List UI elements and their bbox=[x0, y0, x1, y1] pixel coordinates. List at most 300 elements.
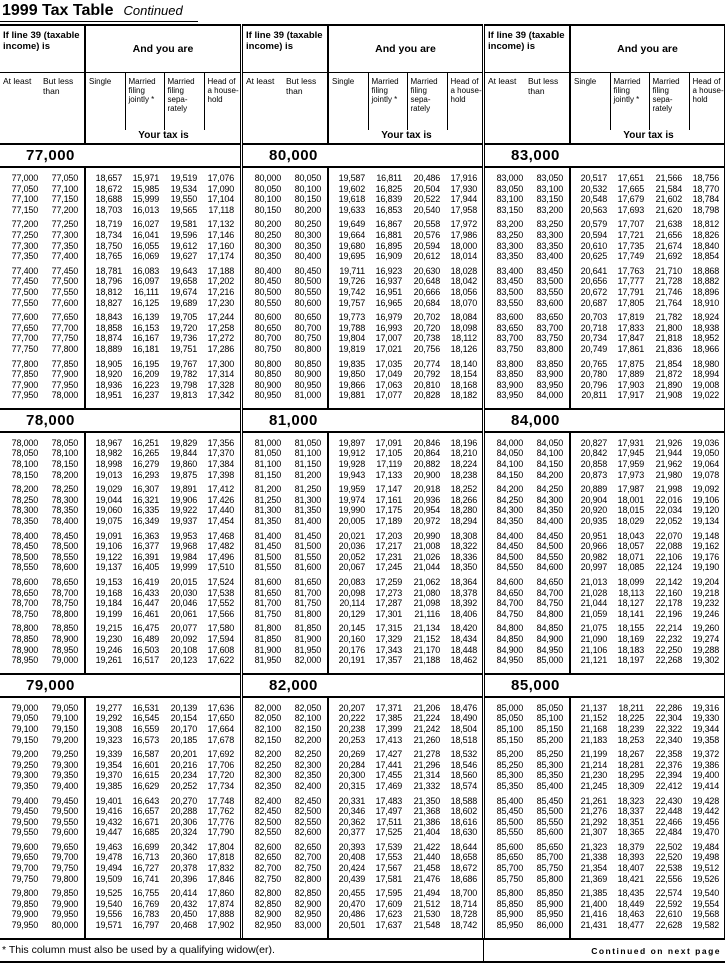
married-separate-tax: 21,098 bbox=[413, 598, 440, 609]
married-joint-tax: 17,105 bbox=[375, 448, 402, 459]
married-joint-tax: 17,413 bbox=[375, 734, 402, 745]
but-less-than: 81,050 bbox=[294, 437, 321, 448]
at-least: 82,850 bbox=[254, 898, 281, 909]
single-tax: 20,532 bbox=[580, 183, 607, 194]
table-row bbox=[243, 241, 482, 252]
table-row bbox=[0, 287, 240, 298]
married-joint-tax: 16,895 bbox=[375, 240, 402, 251]
but-less-than: 78,950 bbox=[51, 644, 78, 655]
but-less-than: 82,450 bbox=[294, 795, 321, 806]
married-joint-tax: 16,559 bbox=[132, 723, 159, 734]
but-less-than: 83,850 bbox=[536, 358, 563, 369]
married-joint-tax: 16,923 bbox=[375, 265, 402, 276]
married-separate-tax: 21,458 bbox=[413, 863, 440, 874]
head-household-tax: 19,568 bbox=[692, 909, 719, 920]
panel-sections bbox=[0, 143, 240, 938]
single-tax: 21,183 bbox=[580, 734, 607, 745]
married-separate-tax: 19,519 bbox=[170, 173, 197, 183]
married-separate-tax: 22,412 bbox=[655, 780, 682, 791]
head-household-tax: 17,650 bbox=[207, 713, 234, 724]
but-less-than: 78,450 bbox=[51, 530, 78, 541]
but-less-than: 79,950 bbox=[51, 909, 78, 920]
but-less-than: 84,050 bbox=[536, 437, 563, 448]
but-less-than: 83,500 bbox=[536, 276, 563, 287]
married-joint-tax: 18,099 bbox=[617, 577, 644, 587]
but-less-than: 81,450 bbox=[294, 530, 321, 541]
married-separate-tax: 20,378 bbox=[170, 863, 197, 874]
married-joint-tax: 18,239 bbox=[617, 723, 644, 734]
married-separate-tax: 21,674 bbox=[655, 240, 682, 251]
filing-status-header: Head of a house- hold bbox=[447, 73, 485, 130]
head-household-tax: 18,070 bbox=[450, 297, 477, 308]
at-least: 78,550 bbox=[11, 562, 38, 573]
head-household-tax: 18,126 bbox=[450, 343, 477, 354]
but-less-than: 79,900 bbox=[51, 898, 78, 909]
at-least: 78,750 bbox=[11, 608, 38, 619]
at-least: 85,050 bbox=[496, 713, 523, 724]
head-household-tax: 17,104 bbox=[207, 194, 234, 205]
tax-table-panel bbox=[0, 24, 241, 938]
at-least: 77,050 bbox=[11, 183, 38, 194]
at-least: 77,700 bbox=[11, 333, 38, 344]
but-less-than: 81,550 bbox=[294, 551, 321, 562]
single-tax: 19,726 bbox=[338, 276, 365, 287]
married-joint-tax: 17,539 bbox=[375, 841, 402, 852]
single-tax: 19,013 bbox=[95, 469, 122, 480]
married-separate-tax: 21,746 bbox=[655, 286, 682, 297]
but-less-than: 80,850 bbox=[294, 358, 321, 369]
but-less-than: 79,650 bbox=[51, 841, 78, 852]
but-less-than: 82,500 bbox=[294, 806, 321, 817]
but-less-than: 80,600 bbox=[294, 297, 321, 308]
married-separate-tax: 20,170 bbox=[170, 723, 197, 734]
table-row bbox=[243, 598, 482, 609]
head-household-tax: 18,028 bbox=[450, 265, 477, 276]
married-joint-tax: 16,909 bbox=[375, 251, 402, 262]
table-row bbox=[243, 645, 482, 656]
married-separate-tax: 22,358 bbox=[655, 749, 682, 760]
head-household-tax: 17,692 bbox=[207, 749, 234, 760]
single-tax: 20,579 bbox=[580, 219, 607, 230]
single-tax: 20,362 bbox=[338, 816, 365, 827]
table-row bbox=[243, 276, 482, 287]
but-less-than: 79,350 bbox=[51, 770, 78, 781]
married-joint-tax: 16,797 bbox=[132, 920, 159, 931]
head-household-tax: 18,224 bbox=[450, 459, 477, 470]
head-household-tax: 19,456 bbox=[692, 816, 719, 827]
married-separate-tax: 21,872 bbox=[655, 369, 682, 380]
panel-sections bbox=[485, 143, 724, 938]
at-least: 80,950 bbox=[254, 390, 281, 401]
married-separate-tax: 21,044 bbox=[413, 562, 440, 573]
single-tax: 20,005 bbox=[338, 516, 365, 527]
table-row bbox=[0, 623, 240, 634]
at-least: 83,550 bbox=[496, 297, 523, 308]
but-less-than: 78,800 bbox=[51, 608, 78, 619]
head-household-tax: 17,328 bbox=[207, 379, 234, 390]
single-tax: 18,688 bbox=[95, 194, 122, 205]
head-household-tax: 19,498 bbox=[692, 852, 719, 863]
married-joint-tax: 18,141 bbox=[617, 608, 644, 619]
income-bracket-section bbox=[243, 143, 482, 408]
table-row bbox=[485, 369, 724, 380]
head-household-tax: 17,818 bbox=[207, 852, 234, 863]
single-tax: 18,998 bbox=[95, 459, 122, 470]
married-joint-tax: 17,161 bbox=[375, 494, 402, 505]
married-joint-tax: 16,307 bbox=[132, 484, 159, 495]
married-joint-tax: 17,021 bbox=[375, 343, 402, 354]
at-least: 85,200 bbox=[496, 749, 523, 760]
table-row bbox=[0, 266, 240, 277]
at-least: 80,150 bbox=[254, 204, 281, 215]
married-joint-tax: 17,091 bbox=[375, 437, 402, 448]
filing-status-headers bbox=[84, 73, 241, 143]
married-separate-tax: 21,620 bbox=[655, 204, 682, 215]
head-household-tax: 17,076 bbox=[207, 173, 234, 183]
married-joint-tax: 17,007 bbox=[375, 333, 402, 344]
head-household-tax: 18,980 bbox=[692, 358, 719, 369]
but-less-than: 78,550 bbox=[51, 551, 78, 562]
table-row bbox=[485, 194, 724, 205]
married-separate-tax: 20,077 bbox=[170, 623, 197, 634]
but-less-than: 77,900 bbox=[51, 369, 78, 380]
head-household-tax: 18,406 bbox=[450, 608, 477, 619]
table-row bbox=[243, 205, 482, 216]
married-separate-tax: 21,116 bbox=[414, 608, 440, 619]
married-separate-tax: 21,710 bbox=[655, 265, 682, 276]
at-least: 79,000 bbox=[11, 702, 38, 713]
at-least: 79,550 bbox=[11, 827, 38, 838]
single-tax: 20,951 bbox=[580, 530, 607, 541]
table-row bbox=[485, 241, 724, 252]
single-tax: 21,028 bbox=[580, 587, 607, 598]
single-tax: 21,338 bbox=[580, 852, 607, 863]
table-row bbox=[243, 251, 482, 262]
at-least: 82,950 bbox=[254, 920, 281, 931]
head-household-tax: 18,840 bbox=[692, 240, 719, 251]
married-separate-tax: 19,860 bbox=[170, 459, 197, 470]
married-joint-tax: 17,343 bbox=[375, 644, 402, 655]
head-household-tax: 19,050 bbox=[692, 448, 719, 459]
single-tax: 20,594 bbox=[580, 229, 607, 240]
single-tax: 21,044 bbox=[580, 598, 607, 609]
married-joint-tax: 16,769 bbox=[132, 898, 159, 909]
single-tax: 20,207 bbox=[338, 702, 365, 713]
but-less-than: 83,250 bbox=[536, 219, 563, 230]
head-household-tax: 17,482 bbox=[207, 541, 234, 552]
single-tax: 19,153 bbox=[95, 577, 122, 587]
head-household-tax: 17,538 bbox=[207, 587, 234, 598]
head-household-tax: 18,700 bbox=[450, 888, 477, 899]
married-separate-tax: 19,534 bbox=[170, 183, 197, 194]
married-separate-tax: 21,782 bbox=[655, 312, 682, 323]
single-tax: 19,075 bbox=[95, 516, 122, 527]
married-separate-tax: 22,106 bbox=[655, 551, 682, 562]
at-least: 79,100 bbox=[11, 723, 38, 734]
head-household-tax: 19,428 bbox=[692, 795, 719, 806]
head-household-tax: 18,350 bbox=[450, 562, 477, 573]
married-separate-tax: 21,530 bbox=[413, 909, 440, 920]
married-separate-tax: 22,124 bbox=[655, 562, 682, 573]
head-household-tax: 17,594 bbox=[207, 633, 234, 644]
but-less-than: 85,850 bbox=[536, 888, 563, 899]
married-separate-tax: 20,216 bbox=[170, 759, 197, 770]
at-least: 85,800 bbox=[496, 888, 523, 899]
but-less-than: 78,650 bbox=[51, 577, 78, 587]
table-row bbox=[485, 219, 724, 230]
section-band bbox=[485, 408, 724, 433]
single-tax: 19,618 bbox=[338, 194, 365, 205]
single-tax: 19,850 bbox=[338, 369, 365, 380]
table-row bbox=[0, 703, 240, 714]
but-less-than: 83,350 bbox=[536, 240, 563, 251]
at-least: 83,150 bbox=[496, 204, 523, 215]
head-household-tax: 17,832 bbox=[207, 863, 234, 874]
table-row bbox=[243, 344, 482, 355]
head-household-tax: 19,540 bbox=[692, 888, 719, 899]
married-separate-tax: 20,324 bbox=[170, 827, 197, 838]
table-row bbox=[243, 909, 482, 920]
head-household-tax: 18,644 bbox=[450, 841, 477, 852]
single-tax: 19,556 bbox=[95, 909, 122, 920]
married-separate-tax: 20,154 bbox=[170, 713, 197, 724]
but-less-than: 81,950 bbox=[294, 644, 321, 655]
single-tax: 20,238 bbox=[338, 723, 365, 734]
head-household-tax: 17,118 bbox=[208, 204, 234, 215]
at-least: 77,800 bbox=[11, 358, 38, 369]
single-tax: 18,967 bbox=[95, 437, 122, 448]
head-household-tax: 17,202 bbox=[207, 276, 234, 287]
single-tax: 19,649 bbox=[338, 219, 365, 230]
table-row bbox=[243, 448, 482, 459]
single-tax: 20,486 bbox=[338, 909, 365, 920]
at-least: 78,950 bbox=[11, 655, 38, 666]
but-less-than-header: But less than bbox=[286, 76, 317, 96]
head-household-tax: 18,098 bbox=[450, 322, 477, 333]
but-less-than: 83,650 bbox=[536, 312, 563, 323]
married-joint-tax: 16,237 bbox=[132, 390, 159, 401]
married-joint-tax: 17,875 bbox=[617, 358, 644, 369]
table-row bbox=[0, 219, 240, 230]
single-tax: 19,866 bbox=[338, 379, 365, 390]
single-tax: 20,548 bbox=[580, 194, 607, 205]
table-row bbox=[243, 390, 482, 401]
married-separate-tax: 20,306 bbox=[170, 816, 197, 827]
married-joint-tax: 16,671 bbox=[132, 816, 159, 827]
but-less-than: 85,250 bbox=[536, 749, 563, 760]
married-joint-tax: 16,489 bbox=[132, 633, 159, 644]
table-row bbox=[243, 588, 482, 599]
head-household-tax: 19,078 bbox=[692, 469, 719, 480]
table-row bbox=[485, 552, 724, 563]
head-household-tax: 18,602 bbox=[450, 806, 477, 817]
single-tax: 19,308 bbox=[95, 723, 122, 734]
but-less-than: 83,100 bbox=[536, 183, 563, 194]
single-tax: 21,121 bbox=[580, 655, 607, 666]
table-row bbox=[0, 369, 240, 380]
but-less-than: 80,000 bbox=[51, 920, 78, 931]
head-household-tax: 19,120 bbox=[692, 505, 719, 516]
married-separate-tax: 22,322 bbox=[655, 723, 682, 734]
married-separate-tax: 21,800 bbox=[655, 322, 682, 333]
married-joint-tax: 16,517 bbox=[132, 655, 159, 666]
table-row bbox=[243, 230, 482, 241]
head-household-tax: 18,686 bbox=[450, 873, 477, 884]
table-row bbox=[0, 495, 240, 506]
table-row bbox=[485, 842, 724, 853]
married-joint-tax: 17,119 bbox=[376, 459, 402, 470]
but-less-than: 84,850 bbox=[536, 623, 563, 634]
married-separate-tax: 21,170 bbox=[413, 644, 440, 655]
head-household-tax: 18,868 bbox=[692, 265, 719, 276]
but-less-than: 81,400 bbox=[294, 516, 321, 527]
table-row bbox=[0, 276, 240, 287]
married-joint-tax: 16,979 bbox=[375, 312, 402, 323]
single-tax: 21,090 bbox=[580, 633, 607, 644]
but-less-than: 81,100 bbox=[294, 448, 321, 459]
but-less-than: 82,200 bbox=[294, 734, 321, 745]
married-joint-tax: 17,567 bbox=[375, 863, 402, 874]
married-separate-tax: 20,972 bbox=[413, 516, 440, 527]
married-joint-tax: 16,083 bbox=[132, 265, 159, 276]
single-tax: 19,912 bbox=[338, 448, 365, 459]
panel-header-bottom-row bbox=[243, 73, 482, 143]
but-less-than: 83,050 bbox=[536, 173, 563, 183]
married-separate-tax: 20,540 bbox=[413, 204, 440, 215]
table-row bbox=[243, 899, 482, 910]
at-least: 84,900 bbox=[496, 644, 523, 655]
married-joint-tax: 16,125 bbox=[132, 297, 159, 308]
married-separate-tax: 20,234 bbox=[170, 770, 197, 781]
married-joint-tax: 17,399 bbox=[375, 723, 402, 734]
section-label: 81,000 bbox=[269, 411, 318, 429]
table-row bbox=[485, 577, 724, 588]
table-row bbox=[0, 735, 240, 746]
but-less-than: 79,300 bbox=[51, 759, 78, 770]
single-tax: 20,021 bbox=[338, 530, 365, 541]
but-less-than: 81,200 bbox=[294, 469, 321, 480]
head-household-tax: 19,232 bbox=[692, 598, 719, 609]
single-tax: 20,920 bbox=[580, 505, 607, 516]
married-separate-tax: 20,738 bbox=[413, 333, 440, 344]
but-less-than: 81,650 bbox=[294, 577, 321, 587]
table-row bbox=[243, 577, 482, 588]
at-least: 85,850 bbox=[496, 898, 523, 909]
married-separate-tax: 19,751 bbox=[170, 343, 197, 354]
head-household-tax: 19,484 bbox=[692, 841, 719, 852]
married-separate-tax: 20,360 bbox=[170, 852, 197, 863]
married-separate-tax: 22,250 bbox=[655, 644, 682, 655]
head-household-tax: 18,518 bbox=[450, 734, 477, 745]
table-row bbox=[243, 298, 482, 309]
income-bracket-section bbox=[0, 408, 240, 673]
table-row bbox=[0, 770, 240, 781]
single-tax: 20,687 bbox=[580, 297, 607, 308]
at-least: 82,550 bbox=[254, 827, 281, 838]
section-band bbox=[243, 673, 482, 698]
single-tax: 18,858 bbox=[95, 322, 122, 333]
table-row bbox=[485, 312, 724, 323]
at-least: 81,000 bbox=[254, 437, 281, 448]
at-least: 81,650 bbox=[254, 587, 281, 598]
but-less-than: 81,600 bbox=[294, 562, 321, 573]
married-joint-tax: 18,351 bbox=[617, 816, 644, 827]
married-separate-tax: 22,376 bbox=[655, 759, 682, 770]
table-row bbox=[485, 713, 724, 724]
head-household-tax: 18,966 bbox=[692, 343, 719, 354]
head-household-tax: 18,770 bbox=[692, 183, 719, 194]
at-least: 85,750 bbox=[496, 873, 523, 884]
head-household-tax: 17,930 bbox=[450, 183, 477, 194]
but-less-than: 81,500 bbox=[294, 541, 321, 552]
but-less-than: 84,700 bbox=[536, 587, 563, 598]
at-least: 84,300 bbox=[496, 505, 523, 516]
at-least: 80,750 bbox=[254, 343, 281, 354]
single-tax: 19,571 bbox=[95, 920, 122, 931]
married-joint-tax: 18,113 bbox=[618, 587, 644, 598]
but-less-than: 79,600 bbox=[51, 827, 78, 838]
single-tax: 18,703 bbox=[95, 204, 122, 215]
single-tax: 20,718 bbox=[580, 322, 607, 333]
table-row bbox=[485, 609, 724, 620]
head-household-tax: 18,280 bbox=[450, 505, 477, 516]
single-tax: 19,230 bbox=[95, 633, 122, 644]
but-less-than: 77,550 bbox=[51, 286, 78, 297]
single-tax: 18,982 bbox=[95, 448, 122, 459]
table-row bbox=[0, 863, 240, 874]
married-separate-tax: 20,015 bbox=[170, 577, 197, 587]
at-least: 80,450 bbox=[254, 276, 281, 287]
table-row bbox=[485, 495, 724, 506]
married-separate-tax: 20,990 bbox=[413, 530, 440, 541]
at-least: 81,550 bbox=[254, 562, 281, 573]
but-less-than: 83,150 bbox=[536, 194, 563, 205]
head-household-tax: 17,958 bbox=[450, 204, 477, 215]
single-tax: 20,997 bbox=[580, 562, 607, 573]
married-separate-tax: 20,201 bbox=[170, 749, 197, 760]
married-separate-tax: 21,152 bbox=[413, 633, 440, 644]
at-least: 80,500 bbox=[254, 286, 281, 297]
but-less-than: 82,250 bbox=[294, 749, 321, 760]
and-you-are-header: And you are bbox=[84, 26, 240, 72]
married-joint-tax: 17,595 bbox=[375, 888, 402, 899]
married-separate-tax: 19,906 bbox=[170, 494, 197, 505]
table-row bbox=[0, 459, 240, 470]
at-least: 80,550 bbox=[254, 297, 281, 308]
single-tax: 19,106 bbox=[95, 541, 122, 552]
married-joint-tax: 16,587 bbox=[132, 749, 159, 760]
at-least: 79,300 bbox=[11, 770, 38, 781]
married-joint-tax: 16,209 bbox=[132, 369, 159, 380]
married-joint-tax: 16,825 bbox=[375, 183, 402, 194]
but-less-than: 79,150 bbox=[51, 723, 78, 734]
but-less-than: 79,550 bbox=[51, 816, 78, 827]
single-tax: 21,431 bbox=[580, 920, 607, 931]
married-joint-tax: 18,253 bbox=[617, 734, 644, 745]
at-least: 79,400 bbox=[11, 795, 38, 806]
but-less-than: 77,600 bbox=[51, 297, 78, 308]
but-less-than: 85,550 bbox=[536, 816, 563, 827]
married-separate-tax: 20,720 bbox=[413, 322, 440, 333]
head-household-tax: 17,776 bbox=[207, 816, 234, 827]
at-least: 83,700 bbox=[496, 333, 523, 344]
at-least: 81,950 bbox=[254, 655, 281, 666]
married-joint-tax: 16,461 bbox=[132, 608, 159, 619]
married-separate-tax: 20,108 bbox=[170, 644, 197, 655]
at-least: 83,650 bbox=[496, 322, 523, 333]
table-row bbox=[0, 230, 240, 241]
but-less-than: 82,150 bbox=[294, 723, 321, 734]
